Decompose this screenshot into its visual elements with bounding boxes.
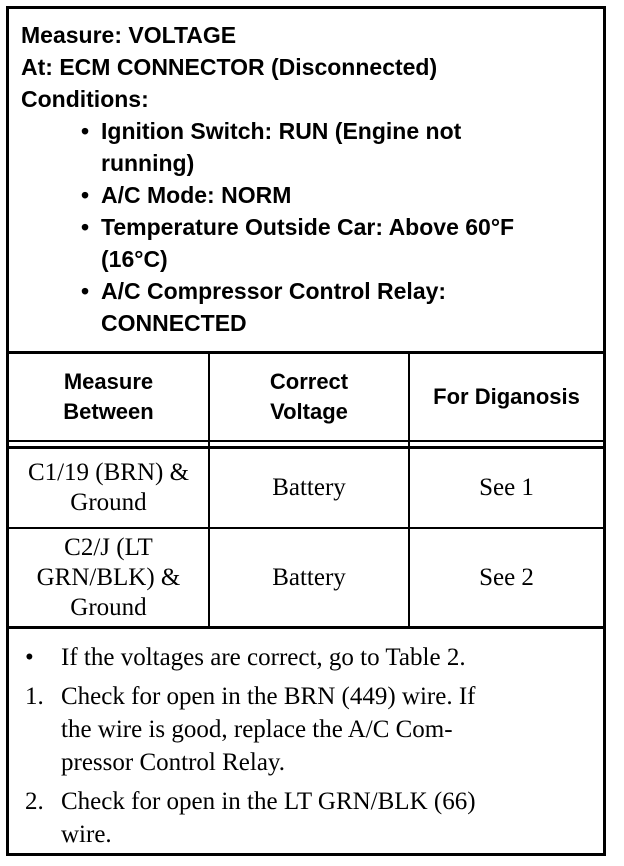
bullet-icon: • (81, 214, 90, 240)
column-header-line: Measure (63, 369, 154, 394)
note-text-line: the wire is good, replace the A/C Com- (61, 716, 453, 743)
column-header-line: Between (63, 399, 154, 424)
cell-text-line: C1/19 (BRN) & (27, 459, 190, 486)
column-header-correct-voltage (210, 354, 408, 440)
table-cell-measure-between (9, 449, 208, 527)
table-cell-measure-between (9, 529, 208, 626)
note-item (23, 785, 587, 851)
voltage-table (9, 351, 603, 629)
measure-location: At: ECM CONNECTOR (Disconnected) (21, 54, 438, 80)
condition-text-line: (16°C) (101, 246, 168, 272)
note-number: 2. (25, 788, 44, 815)
diagnostic-table-sheet (6, 6, 606, 856)
condition-text-line: CONNECTED (101, 310, 247, 336)
note-text-line: wire. (61, 821, 112, 848)
condition-item (83, 115, 603, 179)
condition-text-line: running) (101, 150, 195, 176)
bullet-icon: • (25, 644, 34, 671)
table-cell-for-diagnosis: See 2 (479, 563, 534, 591)
condition-text-line: A/C Compressor Control Relay: (101, 278, 447, 304)
condition-item (83, 211, 603, 275)
condition-text-line: A/C Mode: NORM (101, 182, 292, 208)
note-text-line: Check for open in the LT GRN/BLK (66) (61, 788, 476, 815)
conditions-label: Conditions: (21, 86, 149, 112)
bullet-icon: • (81, 118, 90, 144)
column-header-measure-between (9, 354, 208, 440)
column-header-line: For Diganosis (433, 384, 580, 409)
bullet-icon: • (81, 182, 90, 208)
note-number: 1. (25, 683, 44, 710)
diagnosis-notes (9, 631, 603, 857)
header-double-rule (9, 440, 603, 449)
column-header-for-diagnosis (410, 354, 603, 440)
note-text-line: Check for open in the BRN (449) wire. If (61, 683, 476, 710)
table-cell-for-diagnosis: See 1 (479, 474, 534, 501)
bullet-icon: • (81, 278, 90, 304)
cell-text-line: Ground (70, 593, 147, 621)
note-item (23, 680, 587, 779)
table-cell-correct-voltage: Battery (272, 474, 346, 501)
conditions-list (21, 115, 603, 339)
condition-item (83, 275, 603, 339)
measurement-header (9, 9, 603, 351)
condition-item (83, 179, 603, 211)
measure-title: Measure: VOLTAGE (21, 22, 237, 48)
note-text-line: pressor Control Relay. (61, 749, 286, 776)
condition-text-line: Ignition Switch: RUN (Engine not (101, 118, 462, 144)
note-item (23, 641, 587, 674)
column-header-line: Correct (269, 369, 349, 394)
cell-text-line: Ground (70, 489, 147, 516)
column-header-line: Voltage (270, 399, 348, 424)
condition-text-line: Temperature Outside Car: Above 60°F (101, 214, 515, 240)
cell-text-line: GRN/BLK) & (36, 563, 181, 591)
note-text-line: If the voltages are correct, go to Table 2. (61, 644, 466, 671)
table-cell-correct-voltage: Battery (272, 563, 346, 591)
cell-text-line: C2/J (LT (64, 533, 153, 561)
